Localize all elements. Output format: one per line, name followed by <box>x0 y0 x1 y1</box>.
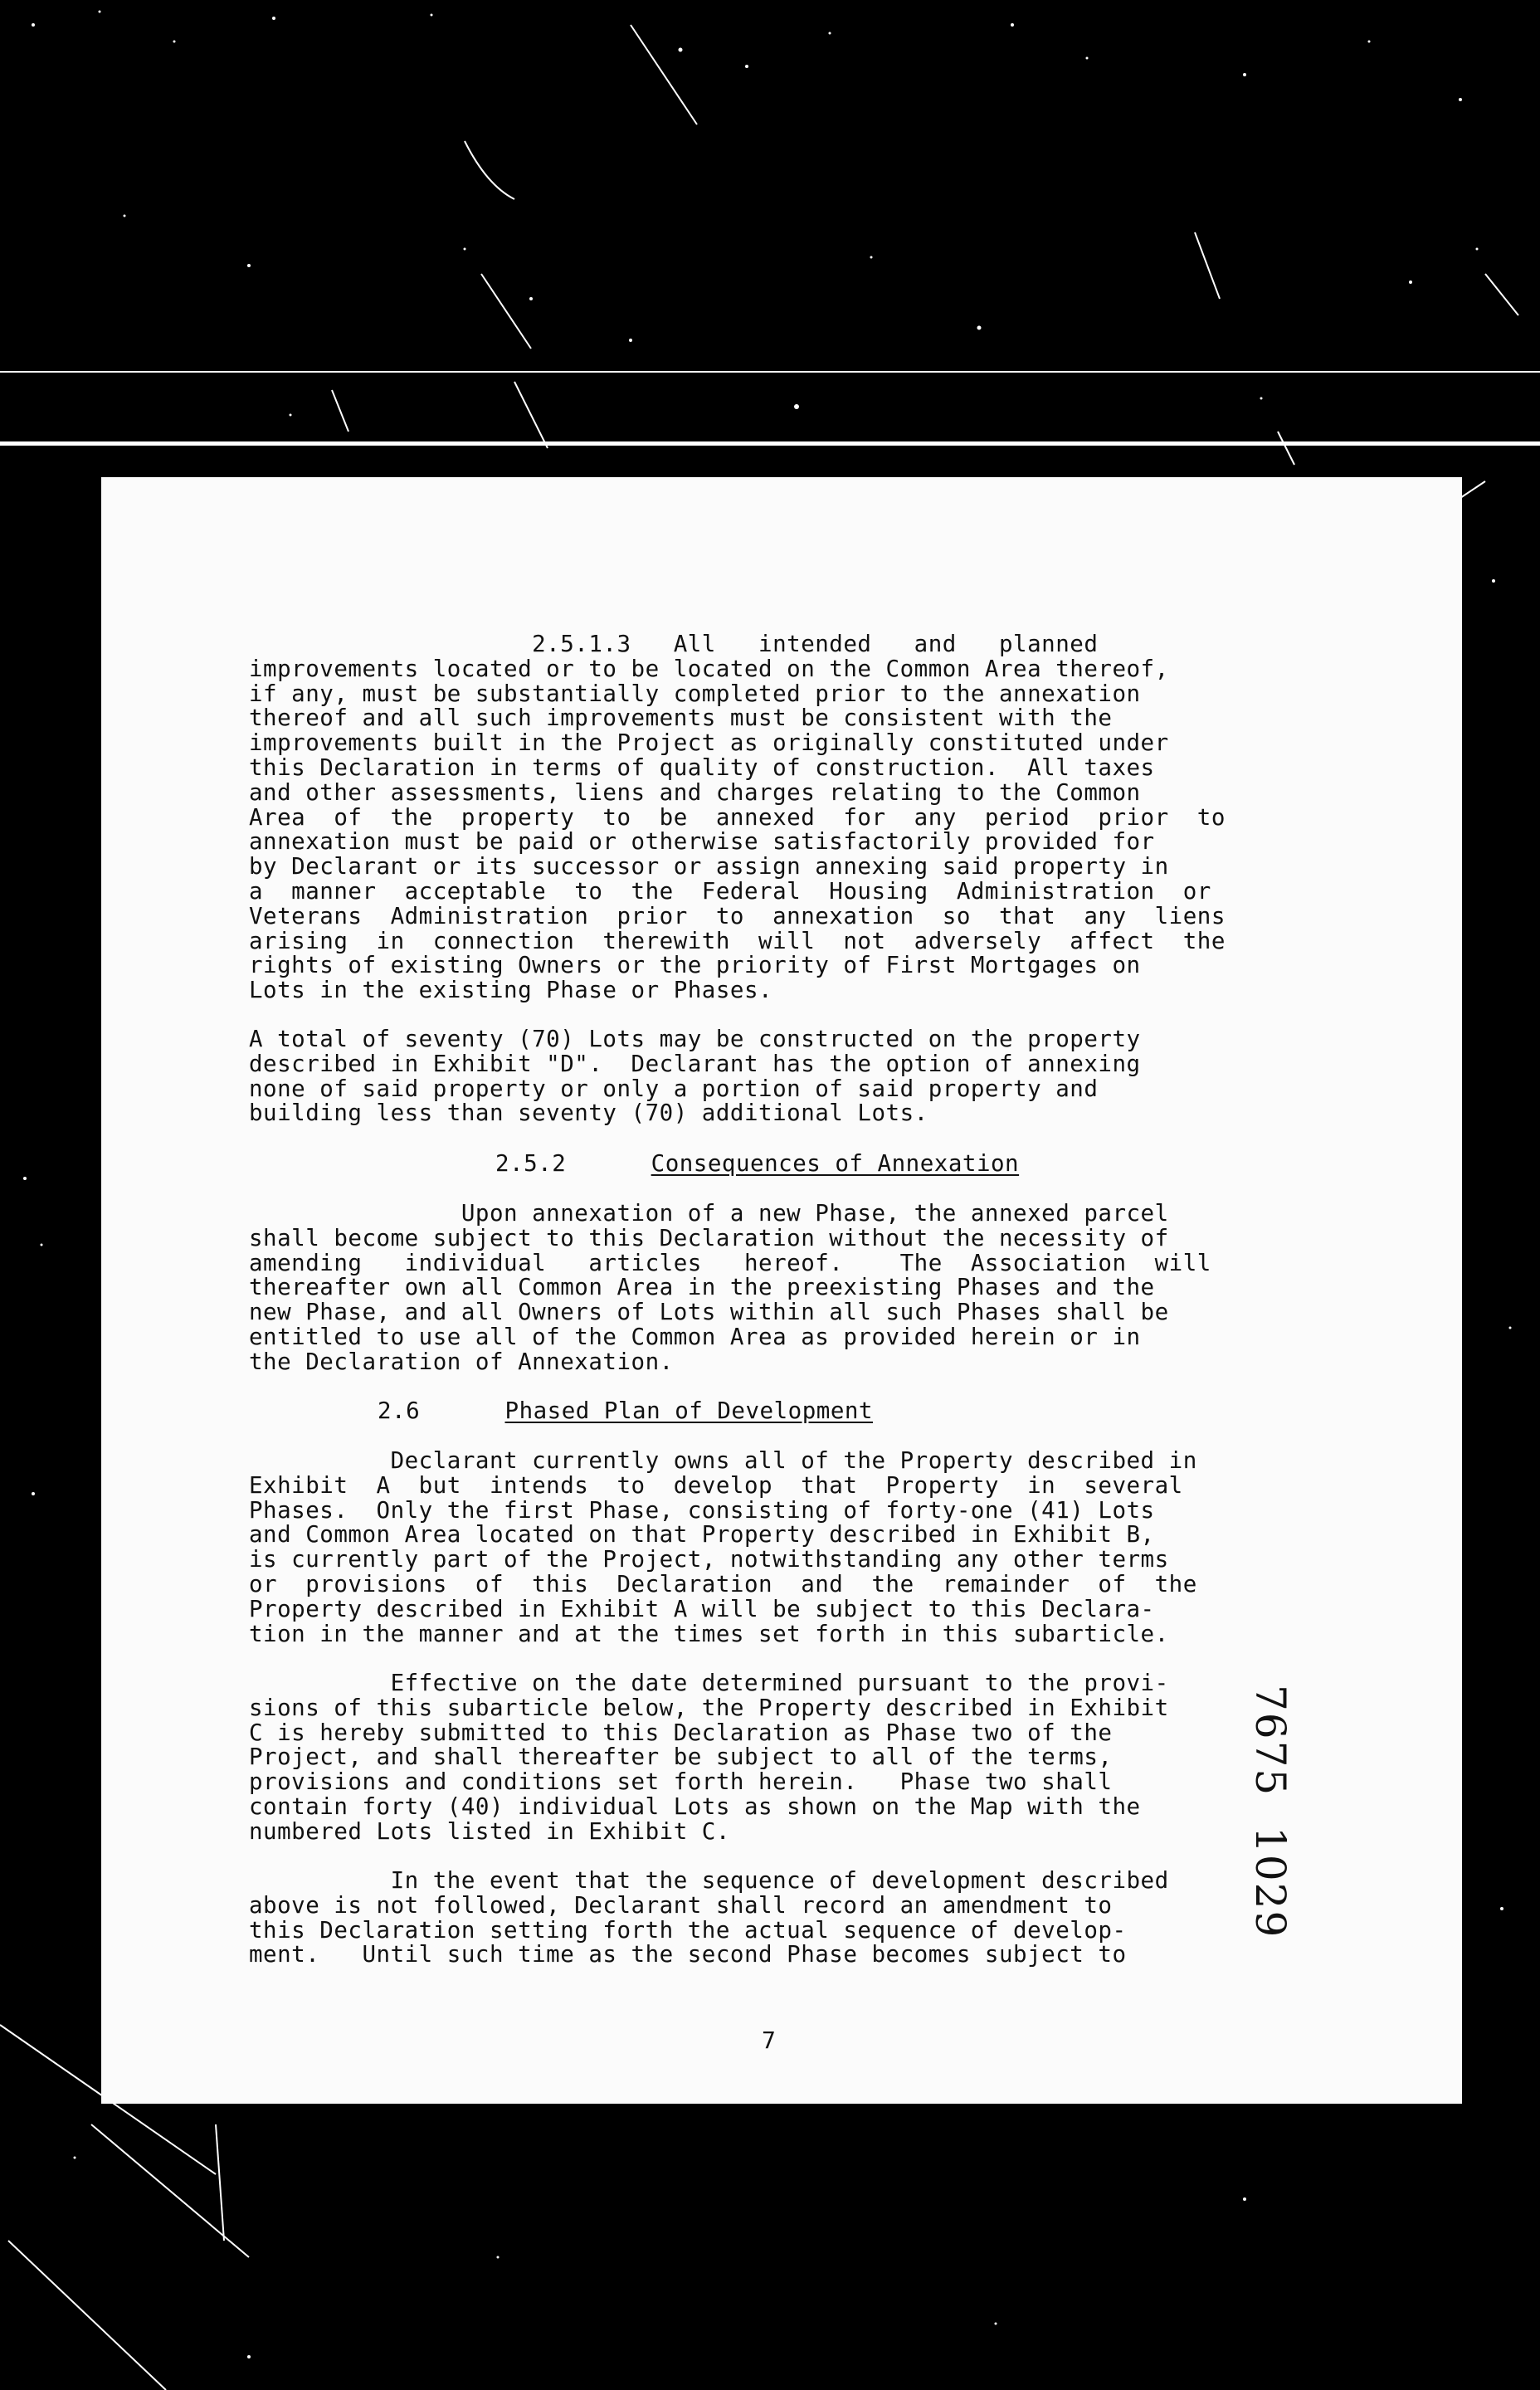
text-line: entitled to use all of the Common Area as provided herein or in <box>249 1323 1141 1350</box>
text-line: sions of this subarticle below, the Property described in Exhibit <box>249 1694 1169 1721</box>
text-line: contain forty (40) individual Lots as shown on the Map with the <box>249 1792 1141 1820</box>
paragraph-annexation-improvements <box>249 632 1226 1003</box>
text-line: a manner acceptable to the Federal Housing Administration or <box>249 877 1211 905</box>
text-line: Upon annexation of a new Phase, the annexed parcel <box>249 1200 1169 1227</box>
text-line: provisions and conditions set forth herein. Phase two shall <box>249 1768 1113 1796</box>
text-line: Exhibit A but intends to develop that Property in several <box>249 1471 1183 1499</box>
section-title: Phased Plan of Development <box>504 1397 873 1424</box>
text-line: thereafter own all Common Area in the preexisting Phases and the <box>249 1274 1155 1301</box>
section-heading-2-5-2 <box>495 1152 1019 1177</box>
text-line: building less than seventy (70) additional Lots. <box>249 1100 928 1127</box>
text-line: shall become subject to this Declaration without the necessity of <box>249 1224 1169 1251</box>
text-line: Lots in the existing Phase or Phases. <box>249 977 773 1004</box>
text-line: and other assessments, liens and charges relating to the Common <box>249 778 1141 806</box>
text-line: or provisions of this Declaration and the remainder of the <box>249 1570 1197 1597</box>
text-line: rights of existing Owners or the priority of First Mortgages on <box>249 952 1141 979</box>
text-line: improvements built in the Project as originally constituted under <box>249 729 1169 757</box>
paragraph-phased-plan <box>249 1449 1197 1646</box>
text-line: tion in the manner and at the times set forth in this subarticle. <box>249 1620 1169 1647</box>
text-line: Declarant currently owns all of the Property described in <box>249 1447 1197 1474</box>
text-line: Effective on the date determined pursuant to the provi- <box>249 1670 1169 1696</box>
text-line: Area of the property to be annexed for any period prior to <box>249 803 1226 831</box>
text-line: none of said property or only a portion of said property and <box>249 1075 1099 1102</box>
text-line: this Declaration setting forth the actual sequence of develop- <box>249 1916 1127 1944</box>
text-line: A total of seventy (70) Lots may be constructed on the property <box>249 1026 1141 1052</box>
text-line: this Declaration in terms of quality of construction. All taxes <box>249 754 1155 781</box>
section-number: 2.6 <box>378 1397 421 1424</box>
text-line: numbered Lots listed in Exhibit C. <box>249 1817 730 1845</box>
section-heading-2-6 <box>378 1399 873 1424</box>
text-line: by Declarant or its successor or assign annexing said property in <box>249 853 1169 880</box>
paragraph-sequence-of-development <box>249 1869 1169 1968</box>
text-line: Veterans Administration prior to annexation so that any liens <box>249 902 1226 929</box>
text-line: 2.5.1.3 All intended and planned <box>249 631 1099 657</box>
text-line: described in Exhibit "D". Declarant has the option of annexing <box>249 1050 1141 1077</box>
text-line: arising in connection therewith will not adversely affect the <box>249 927 1226 954</box>
text-line: Property described in Exhibit A will be subject to this Declara- <box>249 1595 1155 1622</box>
text-line: Phases. Only the first Phase, consisting of forty-one (41) Lots <box>249 1496 1155 1524</box>
paragraph-consequences-of-annexation <box>249 1202 1211 1375</box>
text-line: above is not followed, Declarant shall record an amendment to <box>249 1891 1113 1919</box>
text-line: C is hereby submitted to this Declaration as Phase two of the <box>249 1719 1113 1746</box>
text-line: annexation must be paid or otherwise satisfactorily provided for <box>249 828 1155 856</box>
paragraph-effective-date <box>249 1671 1169 1845</box>
text-line: improvements located or to be located on the Common Area thereof, <box>249 655 1169 682</box>
text-line: ment. Until such time as the second Phase becomes subject to <box>249 1941 1127 1968</box>
page-number: 7 <box>762 2027 776 2054</box>
paragraph-total-lots <box>249 1027 1141 1126</box>
text-line: if any, must be substantially completed prior to the annexation <box>249 680 1141 707</box>
text-line: and Common Area located on that Property described in Exhibit B, <box>249 1521 1155 1549</box>
text-line: In the event that the sequence of development described <box>249 1867 1169 1894</box>
text-line: is currently part of the Project, notwithstanding any other terms <box>249 1546 1169 1573</box>
text-line: Project, and shall thereafter be subject to all of the terms, <box>249 1744 1113 1771</box>
recording-stamp: 7675 1029 <box>1246 1685 1294 1939</box>
text-line: new Phase, and all Owners of Lots within all such Phases shall be <box>249 1299 1169 1326</box>
section-number: 2.5.2 <box>495 1150 567 1177</box>
text-line: amending individual articles hereof. The Association will <box>249 1249 1211 1276</box>
text-line: thereof and all such improvements must be consistent with the <box>249 705 1113 732</box>
text-line: the Declaration of Annexation. <box>249 1348 674 1375</box>
section-title: Consequences of Annexation <box>651 1150 1020 1177</box>
